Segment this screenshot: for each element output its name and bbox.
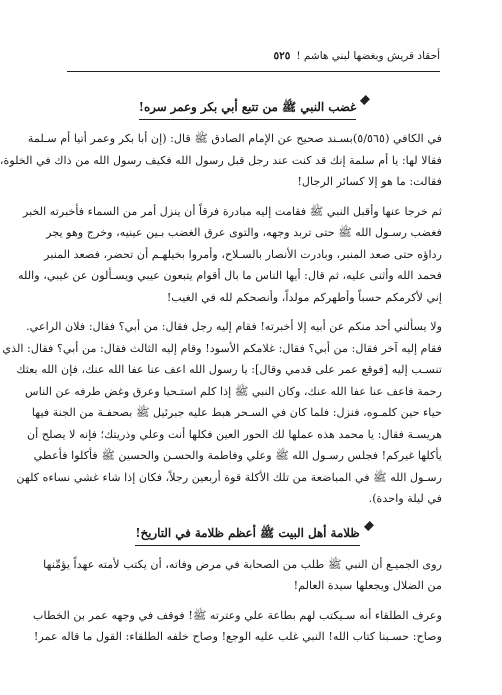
paragraph-line: وعرف الطلقاء أنه سـيكتب لهم بطاعة علي وعترته ﷺ! فوقف في وجهه عمر بن الخطاب — [33, 608, 442, 622]
paragraph-line: فقام إليه آخر فقال: من أبي؟ فقال: غلامكم الأسود! وقام إليه الثالث فقال: من أبي؟ فقال: الذي — [2, 341, 442, 355]
paragraph-line: من الضلال ويجعلها سيدة العالم! — [293, 579, 442, 592]
paragraph-line: فقالت: ما هو إلا كسائر الرجال! — [297, 175, 442, 188]
paragraph-line: حياء حين كلمـوه، فنزل: فلما كان في السـحر هبط عليه جبرئيل ﷺ بصحفـة من الجنة فيها — [31, 406, 442, 419]
paragraph-line: وصاح: حسـبنا كتاب الله! النبي غلب عليه الوجع! وصاح خلفه الطلقاء: القول ما قاله عمر! — [33, 630, 442, 643]
paragraph-line: فقالا لها: يا أم سلمة إنك قد كنت عند رجل قبل رسول الله فكيف رسول الله من ذاك في الخلوة، — [0, 153, 442, 167]
paragraph-line: روى الجميـع أن النبي ﷺ طلب من الصحابة في مرض وفاته، أن يكتب لأمته عهداً يؤمِّنها — [43, 557, 442, 571]
paragraph-line: ثم خرجا عنها وأقبل النبي ﷺ فقامت إليه مبادرة فرقاً أن ينزل أمر من السماء فأخبرته الخبر — [22, 204, 442, 218]
header-rule — [67, 71, 440, 72]
page-body — [0, 96, 442, 648]
paragraph-line: تنسـب إليه [فوقع عمر على قدمي وقال]: يا رسول الله اعف عنا عفا الله عنك، فإن الله بعثك — [16, 363, 442, 376]
paragraph-line: فغضب رسـول الله ﷺ حتى تربد وجهه، والتوى عرق الغضب بـين عينيه، وخرج وهو يجر — [46, 226, 442, 239]
running-title: أحقاد قريش وبغضها لبني هاشم ! — [296, 50, 440, 62]
page-number: ٥٢٥ — [273, 50, 291, 62]
paragraph-line: رداؤه حتى صعد المنبر، وبادرت الأنصار بالسـلاح، وأمروا بخيلهـم أن تحضر، فصعد المنبر — [44, 247, 442, 261]
heading-marker-icon — [364, 521, 374, 531]
paragraph-line: رسـول الله ﷺ في المباضعة من تلك الأكلة قوة أربعين رجلاً، فكان إذا شاء غشي نساءه كلهن — [16, 470, 442, 484]
paragraph-line: فحمد الله وأثنى عليه، ثم قال: أيها الناس ما بال أقوام يتبعون عيبي ويسـألون عن غيبي، والله — [18, 269, 442, 282]
paragraph-line: ولا يسألني أحد منكم عن أبيه إلا أخبرته! فقام إليه رجل فقال: من أبي؟ فقال: فلان الراعي. — [26, 320, 442, 333]
paragraph-line: رحمة فاعف عنا عفا الله عنك، وكان النبي ﷺ إذا كلم استـحيا وعرق وغض طرفه عن الناس — [25, 384, 442, 398]
section-heading-1: غضب النبي ﷺ من تتبع أبي بكر وعمر سره! — [65, 96, 442, 120]
paragraph-line: في الكافي (٥/٥٦٥)بسـند صحيح عن الإمام الصادق ﷺ قال: (إن أبا بكر وعمر أتيا أم سـلمة — [27, 132, 442, 145]
section-heading-2: ظلامة أهل البيت ﷺ أعظم ظلامة في التاريخ! — [65, 522, 442, 546]
paragraph-line: هريسـة فقال: يا محمد هذه عملها لك الحور العين فكلها أنت وعلي وذريتك؛ فإنه لا يصلح أن — [26, 427, 442, 441]
heading-marker-icon — [360, 95, 370, 105]
paragraph-line: في ليلة واحدة). — [368, 492, 442, 505]
running-header — [67, 50, 440, 62]
paragraph-line: يأكلها غيركم! فجلس رسـول الله ﷺ وعلي وفاطمة والحسـن والحسين ﷺ فأكلوا فأعطي — [33, 449, 442, 462]
paragraph-line: إني لأكرمكم حسباً وأطهركم مولداً، وأنصحكم لله في الغيب! — [166, 290, 442, 304]
